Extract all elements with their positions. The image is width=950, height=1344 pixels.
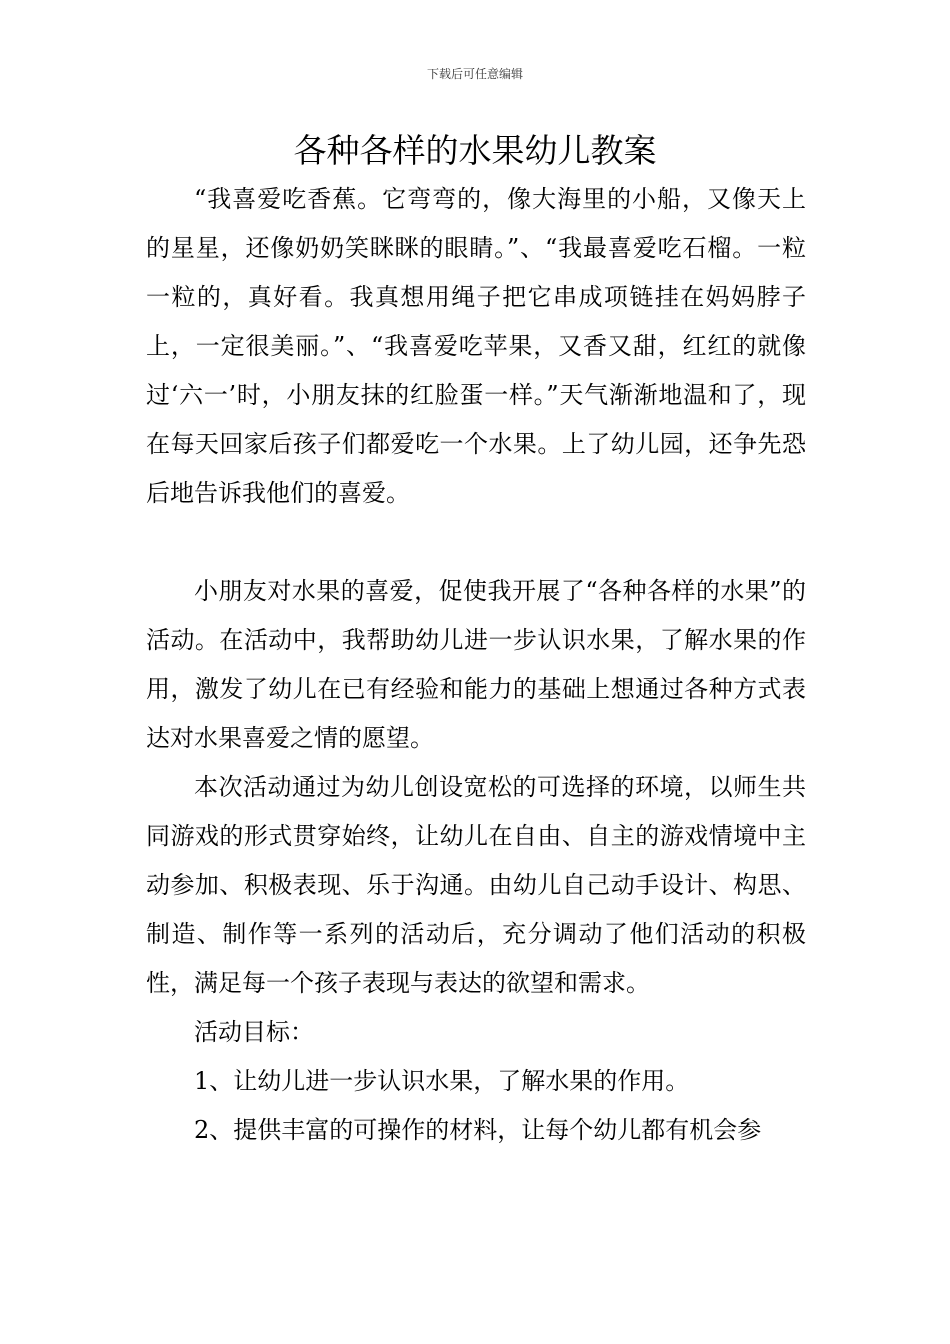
paragraph-activity-design: 本次活动通过为幼儿创设宽松的可选择的环境，以师生共同游戏的形式贯穿始终，让幼儿在自由、自主的游戏情境中主动参加、积极表现、乐于沟通。由幼儿自己动手设计、构思、制造、制作等一系列的活动后，充分调动了他们活动的积极性，满足每一个孩子表现与表达的欲望和需求。 xyxy=(146,773,806,997)
header-note: 下载后可任意编辑 xyxy=(426,67,523,81)
document-title: 各种各样的水果幼儿教案 xyxy=(293,131,657,170)
paragraph-gap xyxy=(146,518,806,567)
document-body xyxy=(146,175,806,1155)
goal-item-2: 2、提供丰富的可操作的材料，让每个幼儿都有机会参 xyxy=(194,1116,762,1144)
section-heading-goals: 活动目标： xyxy=(194,1018,314,1046)
paragraph-activity-origin: 小朋友对水果的喜爱，促使我开展了“各种各样的水果”的活动。在活动中，我帮助幼儿进一步认识水果，了解水果的作用，激发了幼儿在已有经验和能力的基础上想通过各种方式表达对水果喜爱之情的愿望。 xyxy=(146,577,806,752)
paragraph-intro: “我喜爱吃香蕉。它弯弯的，像大海里的小船，又像天上的星星，还像奶奶笑眯眯的眼睛。”、“我最喜爱吃石榴。一粒一粒的，真好看。我真想用绳子把它串成项链挂在妈妈脖子上，一定很美丽。”、“我喜爱吃苹果，又香又甜，红红的就像过‘六一’时，小朋友抹的红脸蛋一样。”天气渐渐地温和了，现在每天回家后孩子们都爱吃一个水果。上了幼儿园，还争先恐后地告诉我他们的喜爱。 xyxy=(146,185,806,507)
goal-item-1: 1、让幼儿进一步认识水果，了解水果的作用。 xyxy=(194,1067,690,1095)
